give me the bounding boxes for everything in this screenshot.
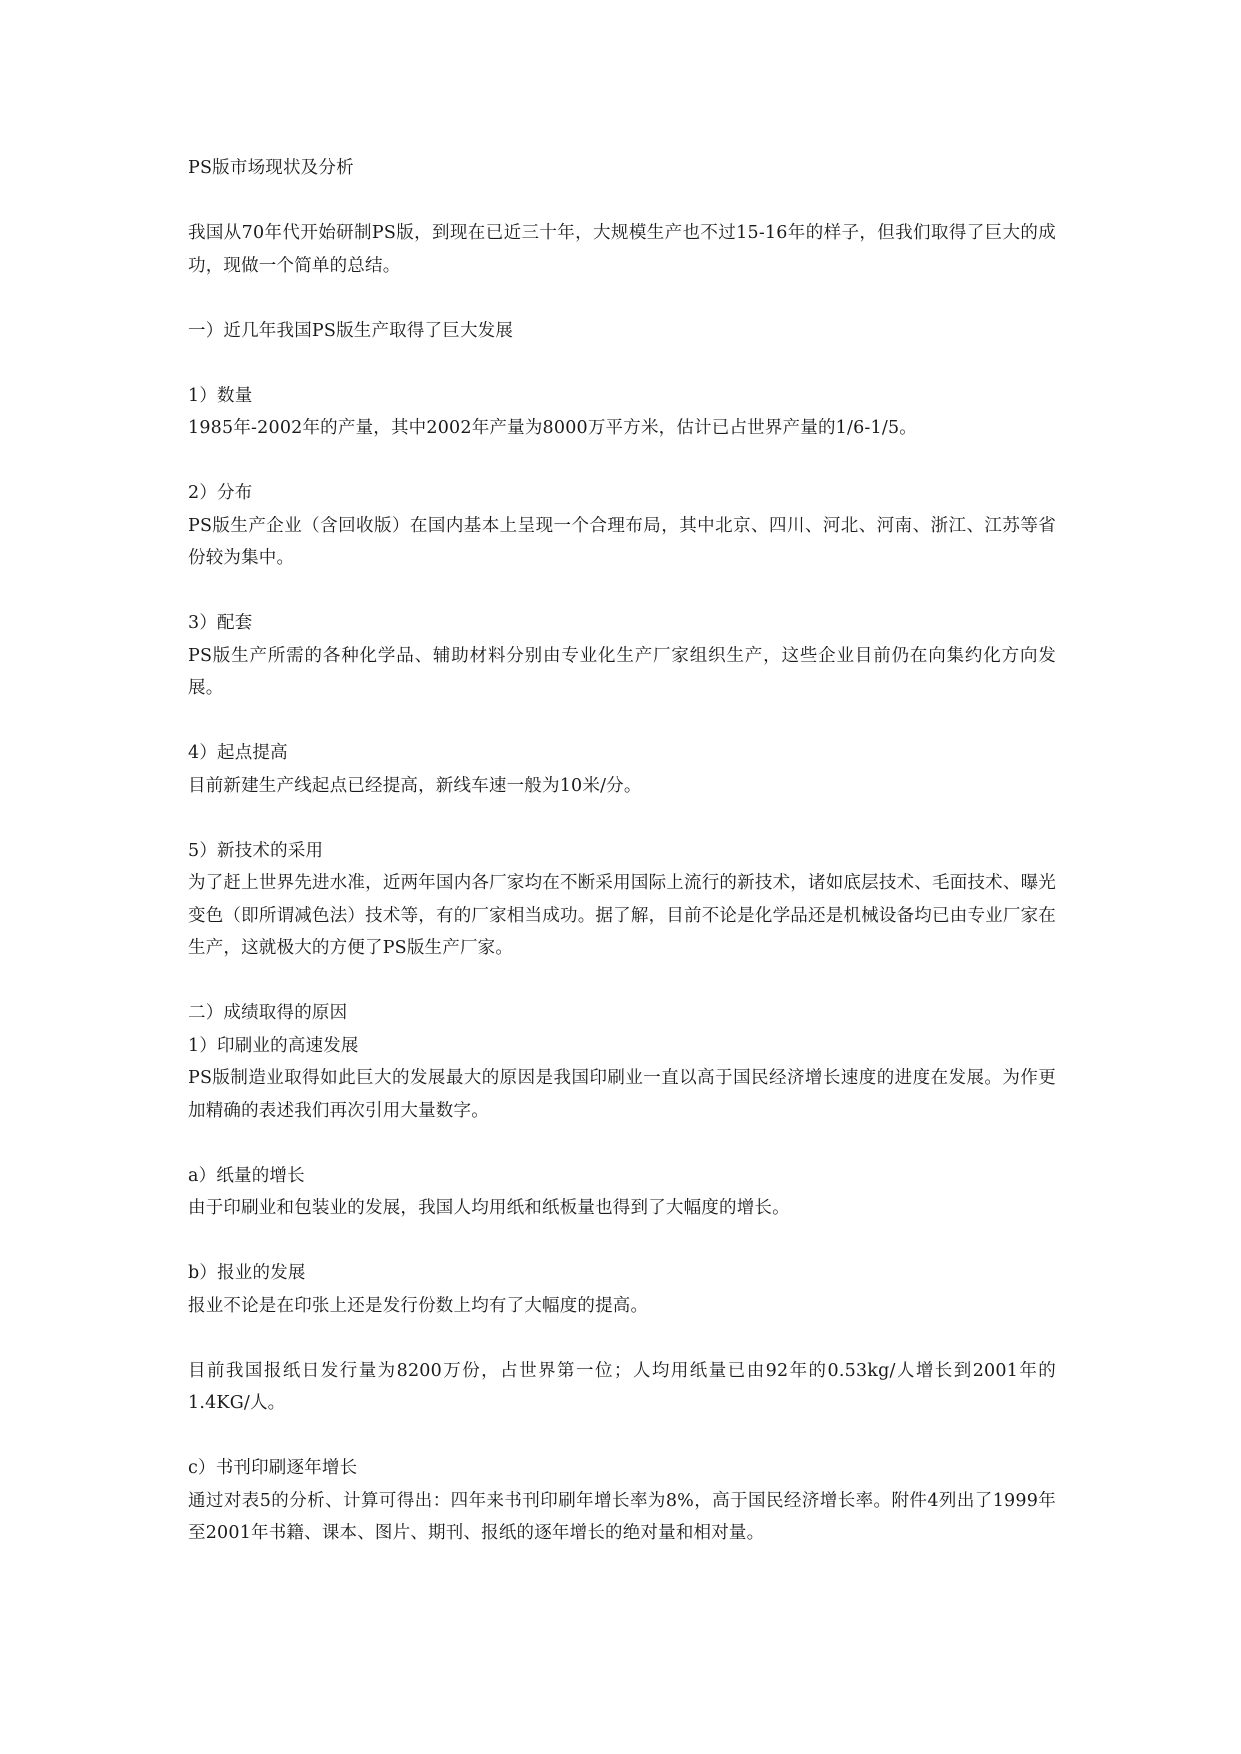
document-title: PS版市场现状及分析 [188, 158, 354, 178]
section1-item-5 [188, 835, 1056, 965]
section1-heading-block [188, 315, 1056, 348]
section1-item-1 [188, 380, 1056, 445]
item-heading: 1）数量 [188, 385, 253, 406]
section1-item-2 [188, 477, 1056, 575]
section2-sub-body: PS版制造业取得如此巨大的发展最大的原因是我国印刷业一直以高于国民经济增长速度的进度在发展。为作更加精确的表述我们再次引用大量数字。 [188, 1068, 1056, 1121]
section2-block [188, 997, 1056, 1127]
section2-item-c [188, 1452, 1056, 1550]
item-body: PS版生产企业（含回收版）在国内基本上呈现一个合理布局，其中北京、四川、河北、河南、浙江、江苏等省份较为集中。 [188, 515, 1056, 568]
section1-item-4 [188, 737, 1056, 802]
item-heading: 2）分布 [188, 483, 253, 503]
item-heading: b）报业的发展 [188, 1263, 306, 1283]
item-heading: 3）配套 [188, 613, 253, 633]
document-page [188, 152, 1056, 1550]
item-body: 为了赶上世界先进水准，近两年国内各厂家均在不断采用国际上流行的新技术，诸如底层技术、毛面技术、曝光变色（即所谓减色法）技术等，有的厂家相当成功。据了解，目前不论是化学品还是机械设备均已由专业厂家在生产，这就极大的方便了PS版生产厂家。 [188, 873, 1056, 958]
item-heading: 5）新技术的采用 [188, 840, 324, 861]
item-body: 1985年-2002年的产量，其中2002年产量为8000万平方米，估计已占世界产量的1/6-1/5。 [188, 418, 917, 438]
intro-paragraph: 我国从70年代开始研制PS版，到现在已近三十年，大规模生产也不过15-16年的样子，但我们取得了巨大的成功，现做一个简单的总结。 [188, 223, 1056, 276]
section2-item-a [188, 1160, 1056, 1225]
item-heading: c）书刊印刷逐年增长 [188, 1458, 358, 1478]
item-body: 通过对表5的分析、计算可得出：四年来书刊印刷年增长率为8%，高于国民经济增长率。附件4列出了1999年至2001年书籍、课本、图片、期刊、报纸的逐年增长的绝对量和相对量。 [188, 1490, 1056, 1543]
document-title-block [188, 152, 1056, 185]
item-body: 由于印刷业和包装业的发展，我国人均用纸和纸板量也得到了大幅度的增长。 [188, 1198, 790, 1218]
section1-item-3 [188, 607, 1056, 705]
section2-heading: 二）成绩取得的原因 [188, 1003, 348, 1023]
intro-paragraph-block [188, 217, 1056, 282]
item-heading: 4）起点提高 [188, 743, 288, 763]
section1-heading: 一）近几年我国PS版生产取得了巨大发展 [188, 320, 514, 341]
newspaper-stats-paragraph: 目前我国报纸日发行量为8200万份，占世界第一位；人均用纸量已由92年的0.53kg/人增长到2001年的1.4KG/人。 [188, 1360, 1056, 1413]
section2-item-b [188, 1257, 1056, 1322]
item-body: PS版生产所需的各种化学品、辅助材料分别由专业化生产厂家组织生产，这些企业目前仍在向集约化方向发展。 [188, 645, 1056, 698]
section2-sub-heading: 1）印刷业的高速发展 [188, 1035, 359, 1056]
item-heading: a）纸量的增长 [188, 1165, 305, 1186]
newspaper-stats-block [188, 1355, 1056, 1420]
item-body: 目前新建生产线起点已经提高，新线车速一般为10米/分。 [188, 775, 642, 796]
item-body: 报业不论是在印张上还是发行份数上均有了大幅度的提高。 [188, 1295, 649, 1316]
